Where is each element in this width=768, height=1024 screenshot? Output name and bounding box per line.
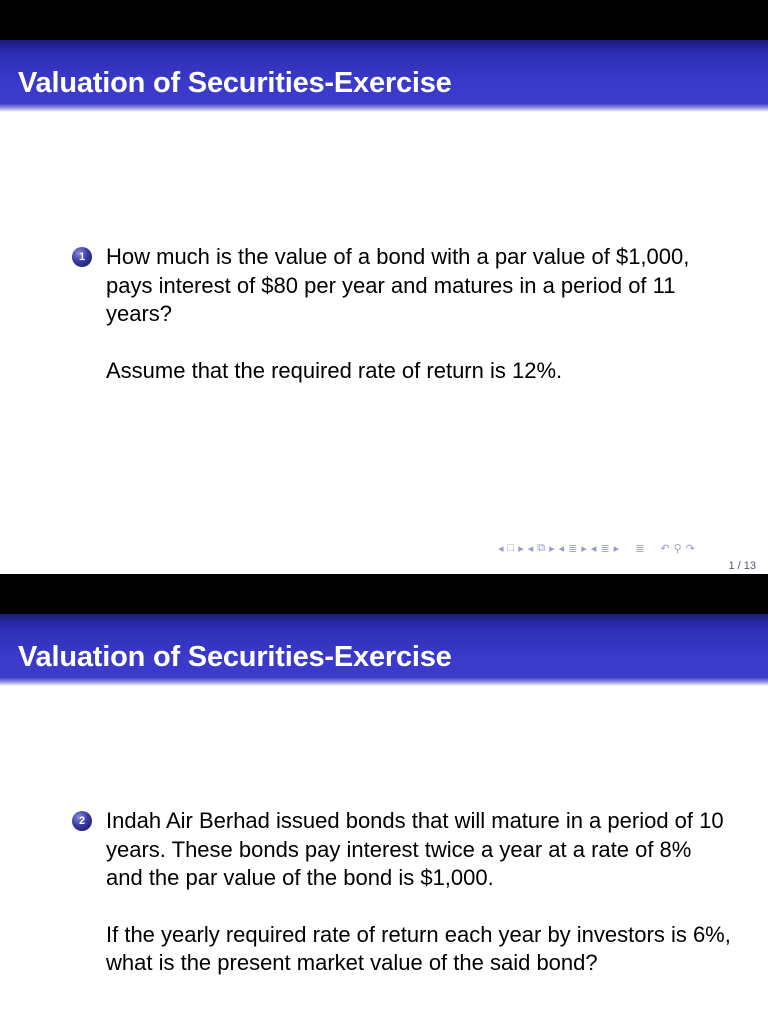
question-paragraph: Indah Air Berhad issued bonds that will mature in a period of 10 years. These bonds pay interest twice a year at a rate of 8% and the par value of the bond is $1,000.	[106, 808, 724, 890]
nav-prev-part-icon[interactable]: ◂	[590, 542, 597, 555]
top-bar	[0, 0, 768, 40]
nav-section-icon[interactable]: ≣	[568, 542, 578, 555]
slide-title: Valuation of Securities-Exercise	[18, 67, 452, 99]
top-bar	[0, 574, 768, 614]
nav-next-subsection-icon[interactable]: ▸	[549, 542, 555, 555]
nav-prev-subsection-icon[interactable]: ◂	[527, 542, 534, 555]
nav-next-part-icon[interactable]: ▸	[613, 542, 620, 555]
assumption-paragraph: Assume that the required rate of return is 12%.	[106, 357, 563, 383]
nav-next-icon[interactable]: ▸	[518, 542, 524, 555]
question-paragraph: How much is the value of a bond with a par value of $1,000, pays interest of $80 per year and matures in a period of 11 years?	[106, 244, 690, 326]
navigation-bar	[498, 540, 764, 556]
question-paragraph-2: If the yearly required rate of return each year by investors is 6%, what is the present market value of the said bond?	[106, 921, 731, 975]
nav-forward-icon[interactable]: ↷	[685, 542, 695, 555]
slide-title: Valuation of Securities-Exercise	[18, 641, 452, 673]
page-number: 1 / 13	[728, 560, 756, 572]
item-body	[106, 807, 732, 978]
item-body	[106, 243, 732, 385]
slide-2	[0, 574, 768, 1024]
nav-align-icon[interactable]: ≣	[635, 542, 645, 555]
item-number-bullet: 1	[72, 247, 92, 267]
nav-part-icon[interactable]: ≣	[600, 542, 610, 555]
title-bar	[0, 40, 768, 112]
title-bar	[0, 614, 768, 686]
nav-subsection-icon[interactable]: ⧉	[537, 541, 546, 554]
item-number-bullet: 2	[72, 811, 92, 831]
nav-back-icon[interactable]: ↶	[660, 542, 670, 555]
nav-prev-section-icon[interactable]: ◂	[558, 542, 565, 555]
nav-frame-icon[interactable]: □	[507, 542, 515, 554]
nav-search-icon[interactable]: ⚲	[673, 542, 682, 555]
nav-prev-icon[interactable]: ◂	[498, 542, 504, 555]
nav-next-section-icon[interactable]: ▸	[581, 542, 587, 555]
